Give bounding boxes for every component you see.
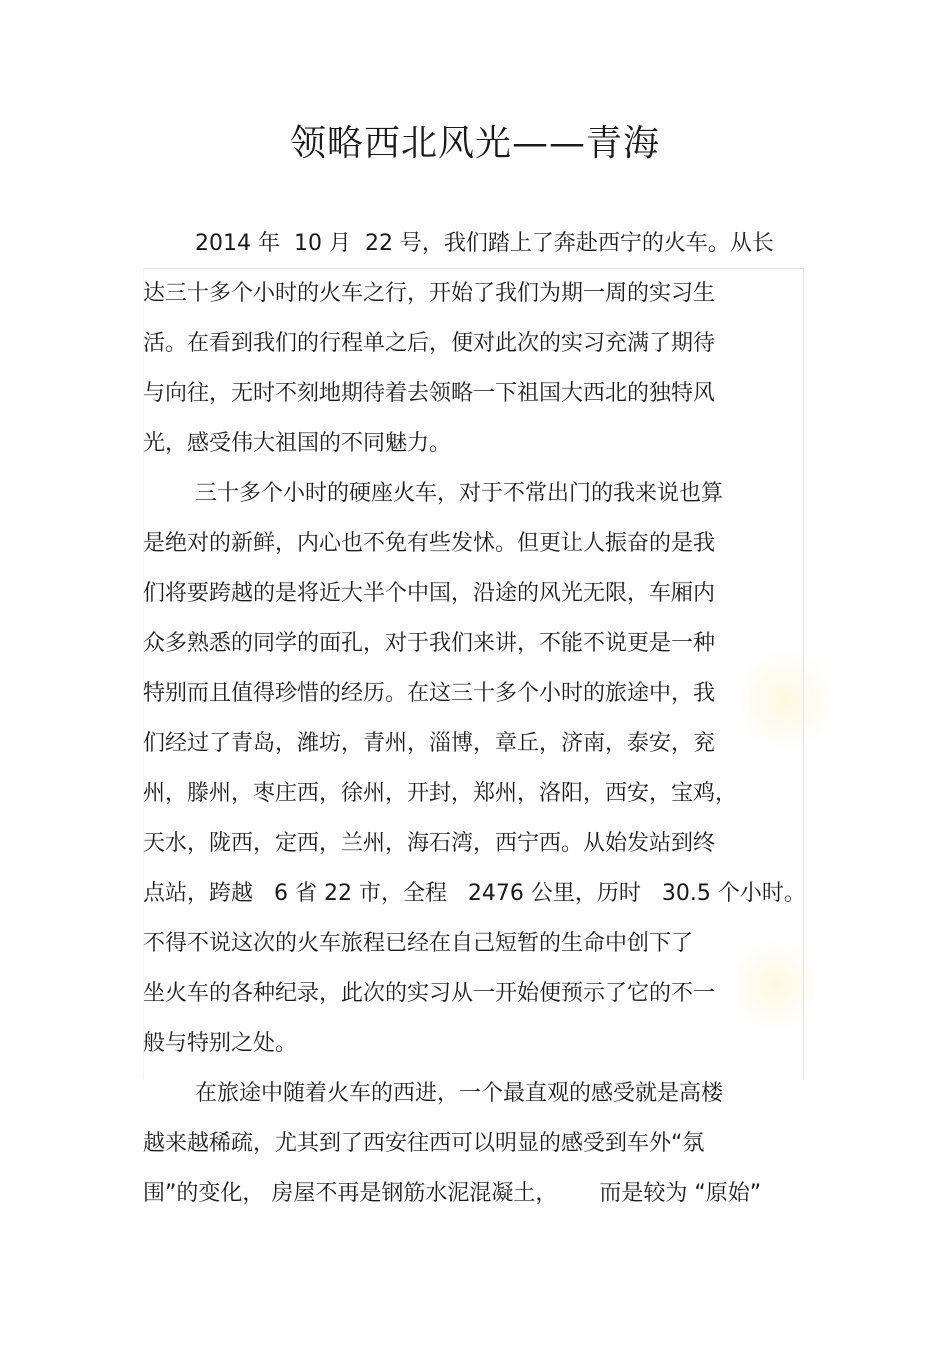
paragraph-line: 达三十多个小时的火车之行，开始了我们为期一周的实习生 xyxy=(143,281,716,306)
paragraph-line: 天水，陇西，定西，兰州，海石湾，西宁西。从始发站到终 xyxy=(143,831,716,856)
paragraph-line: 光，感受伟大祖国的不同魅力。 xyxy=(143,431,452,456)
paragraph-line: 们经过了青岛，潍坊，青州，淄博，章丘，济南，泰安，兖 xyxy=(143,731,716,756)
paragraph-line: 是绝对的新鲜，内心也不免有些发怵。但更让人振奋的是我 xyxy=(143,531,716,556)
paragraph-line: 众多熟悉的同学的面孔，对于我们来讲，不能不说更是一种 xyxy=(143,631,716,656)
paragraph-line: 越来越稀疏，尤其到了西安往西可以明显的感受到车外“氛 xyxy=(143,1131,705,1156)
paragraph-line: 点站，跨越 6 省 22 市，全程 2476 公里，历时 30.5 个小时。 xyxy=(143,881,806,906)
paragraph-line: 们将要跨越的是将近大半个中国，沿途的风光无限，车厢内 xyxy=(143,581,716,606)
paragraph-line: 三十多个小时的硬座火车，对于不常出门的我来说也算 xyxy=(195,481,724,506)
paragraph-line: 在旅途中随着火车的西进，一个最直观的感受就是高楼 xyxy=(195,1081,724,1106)
paragraph-line: 不得不说这次的火车旅程已经在自己短暂的生命中创下了 xyxy=(143,931,694,956)
page-title: 领略西北风光——青海 xyxy=(289,123,660,164)
paragraph-line: 与向往，无时不刻地期待着去领略一下祖国大西北的独特风 xyxy=(143,381,716,406)
paragraph-line: 围”的变化， 房屋不再是钢筋水泥混凝土， 而是较为 “原始” xyxy=(143,1181,762,1206)
paragraph-line: 特别而且值得珍惜的经历。在这三十多个小时的旅途中，我 xyxy=(143,681,716,706)
paragraph-line: 坐火车的各种纪录，此次的实习从一开始便预示了它的不一 xyxy=(143,981,716,1006)
paragraph-line: 活。在看到我们的行程单之后，便对此次的实习充满了期待 xyxy=(143,331,716,356)
paragraph-line: 州，滕州，枣庄西，徐州，开封，郑州，洛阳，西安，宝鸡， xyxy=(143,781,738,806)
paragraph-line: 2014 年 10 月 22 号，我们踏上了奔赴西宁的火车。从长 xyxy=(195,231,774,256)
paragraph-line: 般与特别之处。 xyxy=(143,1031,298,1056)
